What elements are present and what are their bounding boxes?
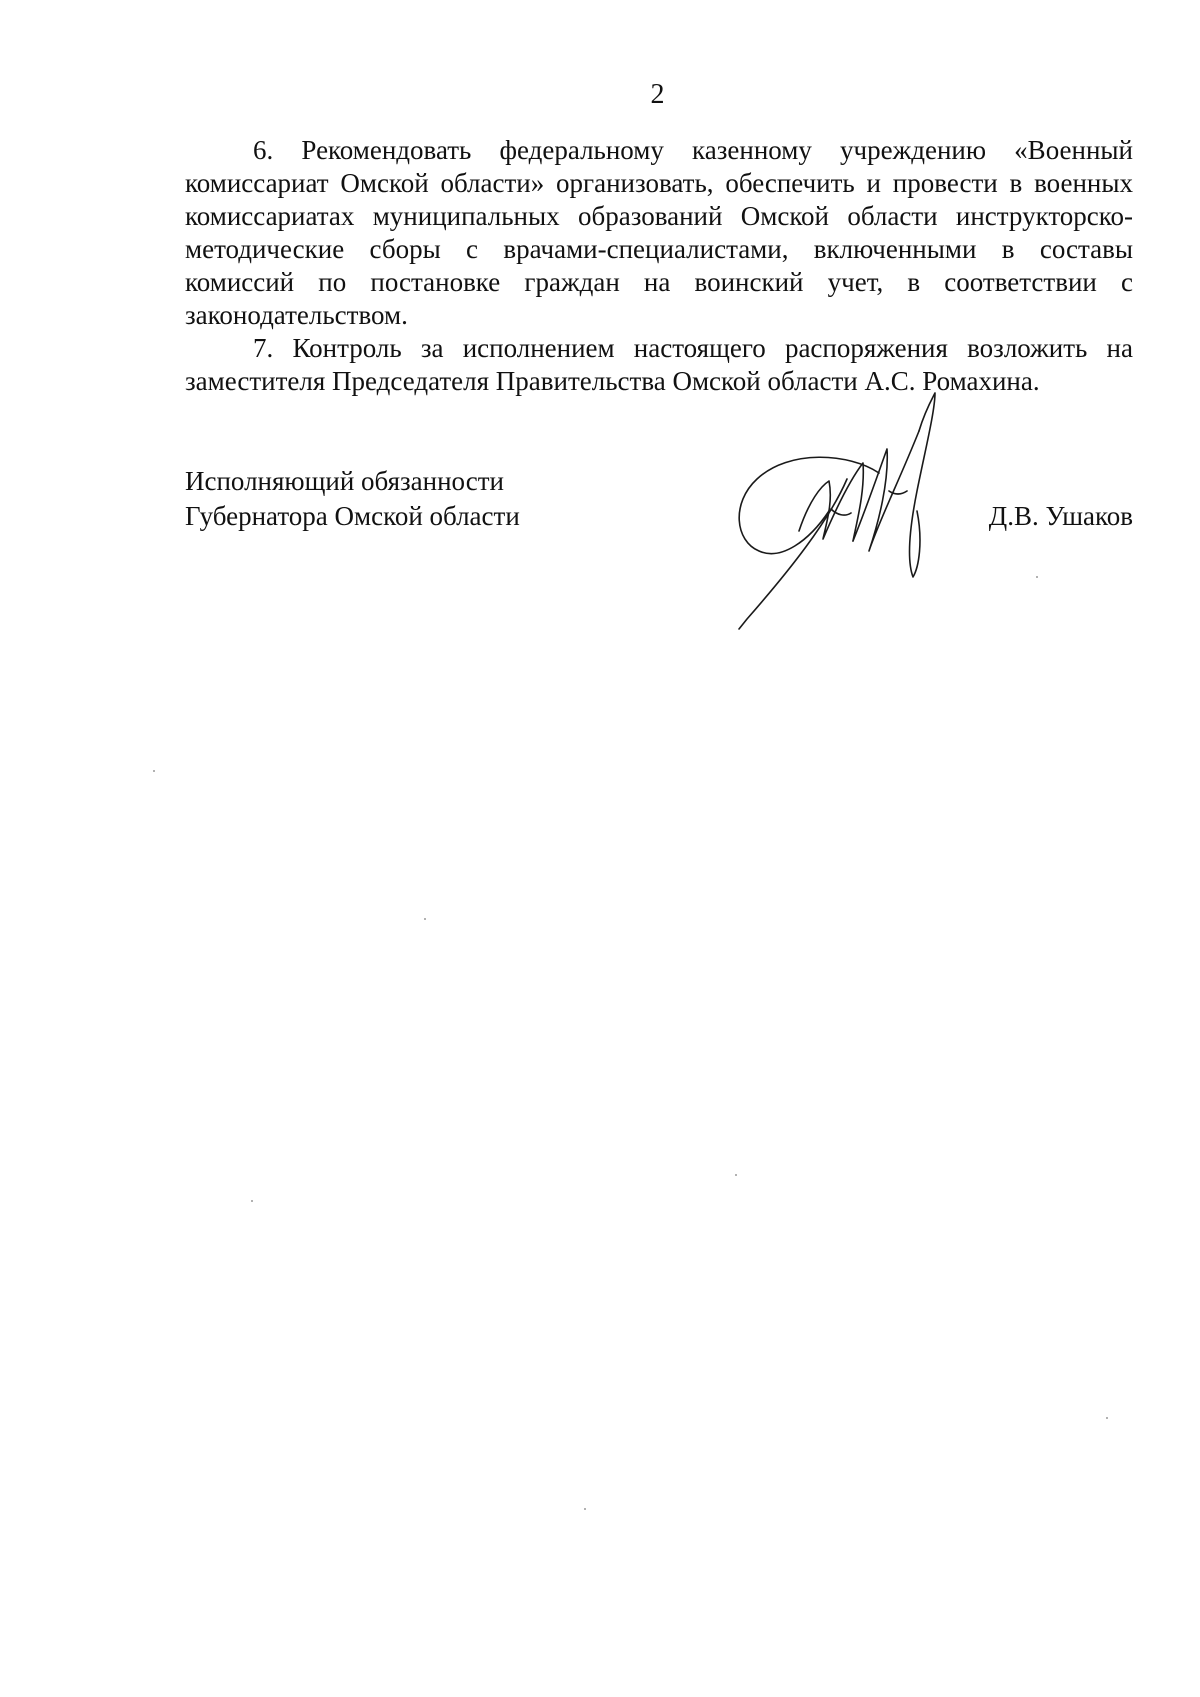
document-body xyxy=(185,134,1133,398)
page-number: 2 xyxy=(650,79,665,110)
scan-speck xyxy=(1106,1417,1108,1419)
paragraph-7: 7. Контроль за исполнением настоящего распоряжения возложить на заместителя Председателя Правительства Омской области А.С. Ромахина. xyxy=(185,333,1133,396)
signer-position-line-1: Исполняющий обязанности xyxy=(185,466,504,496)
scan-speck xyxy=(584,1508,586,1510)
scan-speck xyxy=(424,918,426,920)
paragraph-6: 6. Рекомендовать федеральному казенному учреждению «Военный комиссариат Омской области» организовать, обеспечить и провести в военных комиссариатах муниципальных образований Омской области инструкторско-методические сборы с врачами-специалистами, включенными в составы комиссий по постановке граждан на воинский учет, в соответствии с законодательством. xyxy=(185,135,1133,330)
scan-speck xyxy=(735,1174,737,1176)
signer-position-line-2: Губернатора Омской области xyxy=(185,501,520,531)
signer-name: Д.В. Ушаков xyxy=(988,501,1133,531)
scan-speck xyxy=(1036,576,1038,578)
scan-speck xyxy=(251,1200,253,1202)
signature-block xyxy=(185,464,1133,634)
scan-speck xyxy=(153,770,155,772)
signer-position xyxy=(185,464,520,534)
handwritten-signature xyxy=(729,391,989,636)
